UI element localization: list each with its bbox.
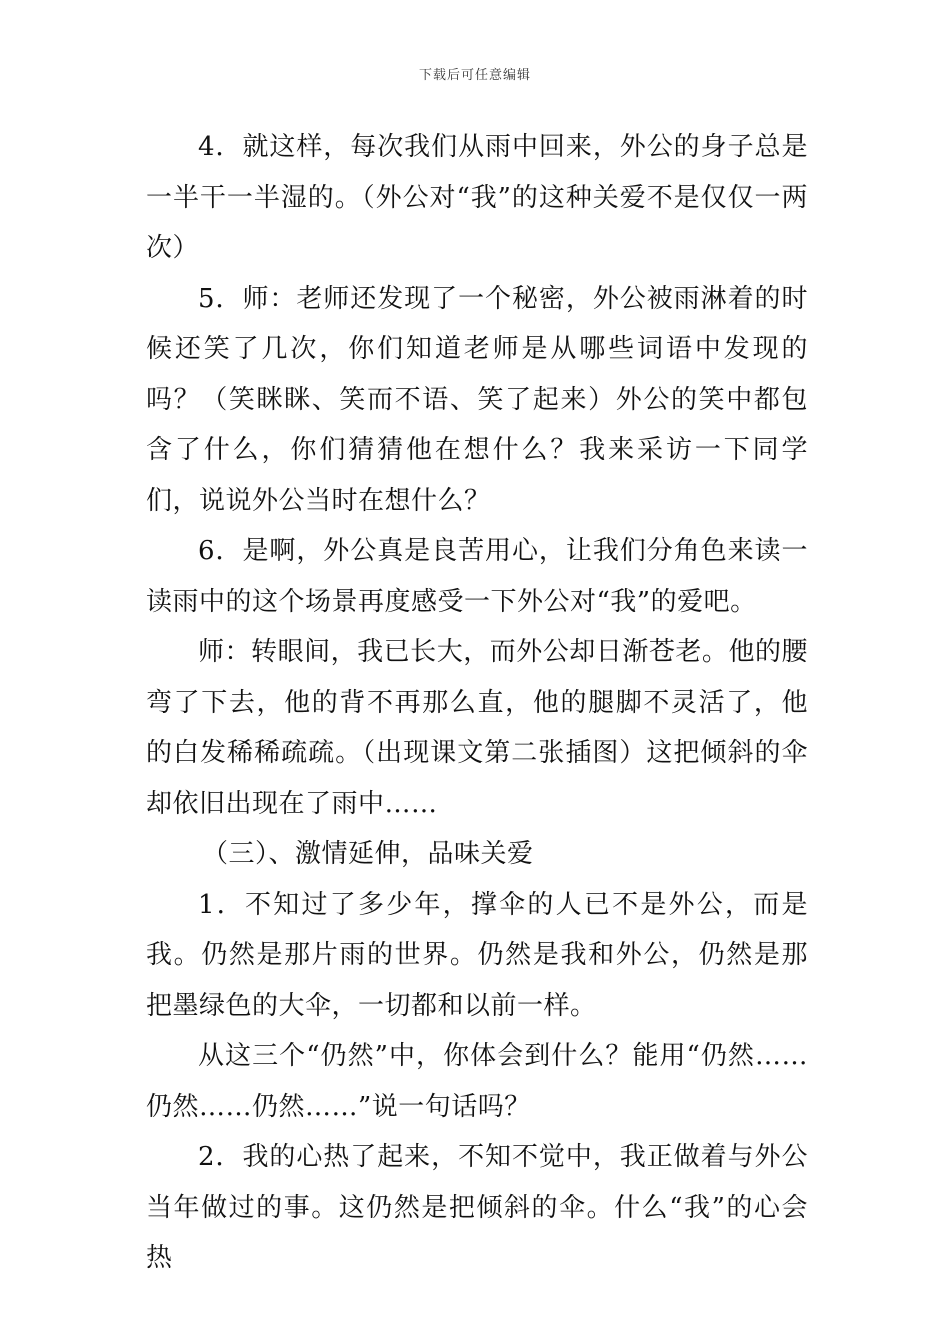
paragraph-2: 2．我的心热了起来，不知不觉中，我正做着与外公当年做过的事。这仍然是把倾斜的伞。什么“我”的心会热 bbox=[146, 1142, 808, 1273]
paragraph-1: 1．不知过了多少年，撑伞的人已不是外公，而是我。仍然是那片雨的世界。仍然是我和外公，仍然是那把墨绿色的大伞，一切都和以前一样。 bbox=[146, 889, 808, 1021]
section-heading: （三）、激情延伸，品味关爱 bbox=[202, 839, 534, 869]
document-body bbox=[146, 122, 808, 1284]
paragraph-5: 5．师：老师还发现了一个秘密，外公被雨淋着的时候还笑了几次，你们知道老师是从哪些词语中发现的吗？（笑眯眯、笑而不语、笑了起来）外公的笑中都包含了什么，你们猜猜他在想什么？我来采访一下同学们，说说外公当时在想什么？ bbox=[146, 283, 808, 516]
paragraph-4: 4．就这样，每次我们从雨中回来，外公的身子总是一半干一半湿的。（外公对“我”的这种关爱不是仅仅一两次） bbox=[146, 132, 808, 263]
paragraph-teacher: 师：转眼间，我已长大，而外公却日渐苍老。他的腰弯了下去，他的背不再那么直，他的腿脚不灵活了，他的白发稀稀疏疏。（出现课文第二张插图）这把倾斜的伞却依旧出现在了雨中…… bbox=[146, 637, 808, 819]
paragraph-question: 从这三个“仍然”中，你体会到什么？能用“仍然……仍然……仍然……”说一句话吗？ bbox=[146, 1041, 808, 1122]
paragraph-6: 6．是啊，外公真是良苦用心，让我们分角色来读一读雨中的这个场景再度感受一下外公对“我”的爱吧。 bbox=[146, 536, 808, 617]
page-header-note: 下载后可任意编辑 bbox=[418, 68, 531, 83]
